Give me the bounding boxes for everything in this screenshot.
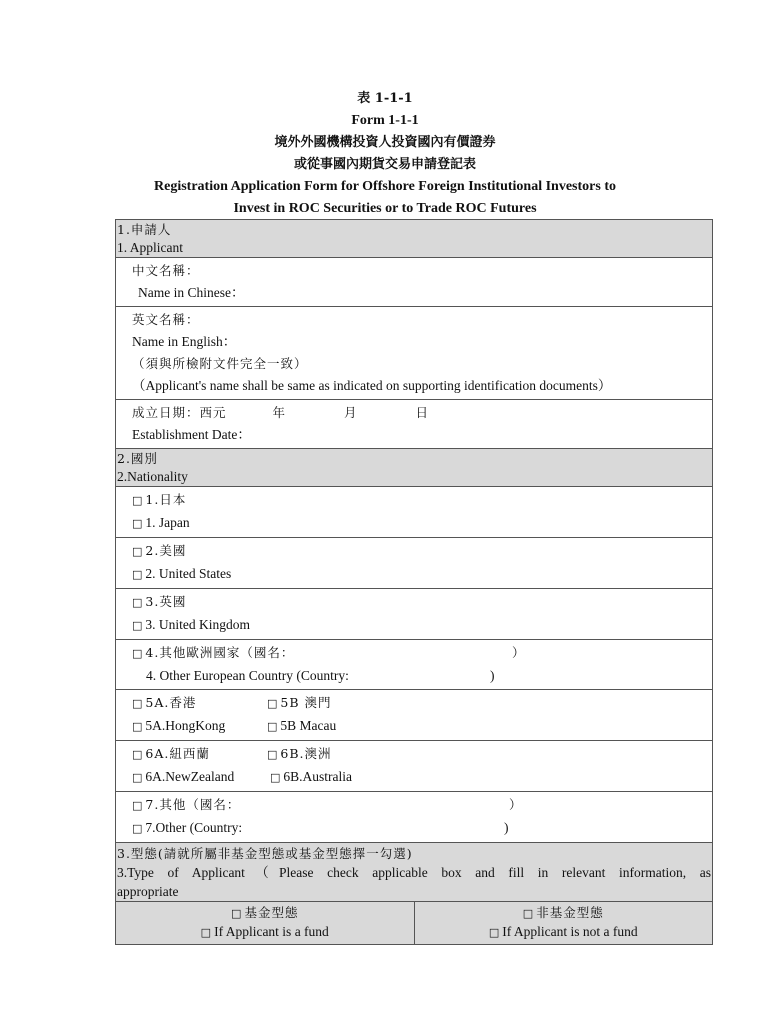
- field-note-zh: （須與所檢附文件完全一致）: [132, 356, 308, 371]
- nationality-option-other[interactable]: [116, 792, 712, 843]
- option-label-en: 3. United Kingdom: [145, 617, 251, 632]
- nationality-option-japan[interactable]: [116, 487, 712, 538]
- name-english-field[interactable]: [116, 307, 712, 400]
- option-label-zh: 6B.澳洲: [280, 746, 332, 761]
- section-title-en: 3.Type of Applicant（Please check applicable box and fill in relevant information, as: [117, 865, 711, 880]
- date-year-label: 年: [272, 405, 287, 420]
- date-label-en: Establishment Date：: [132, 427, 251, 442]
- option-label-en: 5A.HongKong: [145, 718, 226, 733]
- checkbox-icon[interactable]: □: [267, 720, 278, 733]
- section-title-en: 1. Applicant: [117, 240, 183, 255]
- section-title-zh: 1.申請人: [117, 222, 172, 237]
- option-label-en: If Applicant is a fund: [214, 924, 329, 939]
- checkbox-icon[interactable]: □: [270, 771, 281, 784]
- option-label-en: 6B.Australia: [283, 769, 353, 784]
- name-chinese-field[interactable]: [116, 258, 712, 307]
- form-header: [0, 88, 770, 220]
- checkbox-icon[interactable]: □: [267, 697, 278, 710]
- field-label-en: Name in English：: [132, 334, 237, 349]
- section-title-zh: 3.型態(請就所屬非基金型態或基金型態擇一勾選): [117, 846, 413, 861]
- section-applicant-header: [116, 220, 712, 258]
- section-nationality-header: [116, 449, 712, 487]
- option-label-zh: 6A.紐西蘭: [145, 746, 210, 761]
- option-label-en: 7.Other (Country:: [145, 820, 243, 835]
- option-label-zh: 基金型態: [244, 905, 299, 920]
- checkbox-icon[interactable]: □: [132, 748, 143, 761]
- checkbox-icon[interactable]: □: [132, 697, 143, 710]
- section-type-header: [116, 843, 712, 902]
- checkbox-icon[interactable]: □: [132, 596, 143, 609]
- type-option-non-fund[interactable]: [414, 902, 713, 944]
- checkbox-icon[interactable]: □: [267, 748, 278, 761]
- option-label-zh: 4.其他歐洲國家（國名：: [145, 645, 295, 660]
- field-label-zh: 英文名稱：: [132, 312, 200, 327]
- title-zh-line2: 或從事國內期貨交易申請登記表: [293, 157, 476, 172]
- date-day-label: 日: [415, 405, 430, 420]
- checkbox-icon[interactable]: □: [132, 822, 143, 835]
- checkbox-icon[interactable]: □: [132, 720, 143, 733]
- application-form-table: [115, 219, 713, 945]
- section-title-en: 2.Nationality: [117, 469, 188, 484]
- option-label-en: 4. Other European Country (Country:: [146, 668, 349, 683]
- option-label-zh: 5B 澳門: [280, 695, 332, 710]
- checkbox-icon[interactable]: □: [132, 517, 143, 530]
- title-zh-line1: 境外外國機構投資人投資國內有價證券: [274, 135, 496, 150]
- checkbox-icon[interactable]: □: [200, 926, 212, 939]
- option-label-zh: 1.日本: [145, 492, 187, 507]
- close-paren: ): [490, 668, 495, 683]
- option-label-en: 1. Japan: [145, 515, 190, 530]
- close-paren: ）: [512, 645, 526, 660]
- nationality-option-other-europe[interactable]: [116, 640, 712, 690]
- type-options-row: [116, 902, 712, 945]
- table-number-zh: 表 1-1-1: [357, 91, 413, 106]
- date-label-zh: 成立日期：西元: [132, 405, 227, 420]
- checkbox-icon[interactable]: □: [132, 647, 143, 660]
- nationality-option-uk[interactable]: [116, 589, 712, 640]
- type-option-fund[interactable]: [116, 902, 414, 944]
- title-en-line2: Invest in ROC Securities or to Trade ROC Futures: [233, 201, 537, 216]
- option-label-zh: 非基金型態: [536, 905, 604, 920]
- close-paren: ): [504, 820, 509, 835]
- nationality-option-us[interactable]: [116, 538, 712, 589]
- checkbox-icon[interactable]: □: [132, 771, 143, 784]
- option-label-en: 2. United States: [145, 566, 232, 581]
- option-label-en: 6A.NewZealand: [145, 769, 235, 784]
- checkbox-icon[interactable]: □: [132, 568, 143, 581]
- option-label-zh: 2.美國: [145, 543, 187, 558]
- checkbox-icon[interactable]: □: [488, 926, 500, 939]
- option-label-en: If Applicant is not a fund: [502, 924, 638, 939]
- title-en-line1: Registration Application Form for Offshore Foreign Institutional Investors to: [154, 179, 616, 194]
- checkbox-icon[interactable]: □: [132, 545, 143, 558]
- nationality-option-hk-macau[interactable]: [116, 690, 712, 741]
- date-month-label: 月: [344, 405, 358, 420]
- section-title-zh: 2.國別: [117, 451, 158, 466]
- checkbox-icon[interactable]: □: [522, 907, 534, 920]
- close-paren: ）: [509, 797, 523, 812]
- section-title-en-cont: appropriate: [117, 884, 179, 899]
- field-label-zh: 中文名稱：: [132, 263, 200, 278]
- checkbox-icon[interactable]: □: [132, 619, 143, 632]
- establishment-date-field[interactable]: [116, 400, 712, 449]
- option-label-zh: 3.英國: [145, 594, 187, 609]
- table-number-en: Form 1-1-1: [351, 113, 419, 128]
- option-label-en: 5B Macau: [280, 718, 337, 733]
- option-label-zh: 7.其他（國名：: [145, 797, 241, 812]
- option-label-zh: 5A.香港: [145, 695, 197, 710]
- checkbox-icon[interactable]: □: [132, 799, 143, 812]
- checkbox-icon[interactable]: □: [132, 494, 143, 507]
- checkbox-icon[interactable]: □: [231, 907, 242, 920]
- nationality-option-nz-au[interactable]: [116, 741, 712, 792]
- field-note-en: （Applicant's name shall be same as indicated on supporting identification documents）: [132, 378, 612, 393]
- field-label-en: Name in Chinese：: [138, 285, 245, 300]
